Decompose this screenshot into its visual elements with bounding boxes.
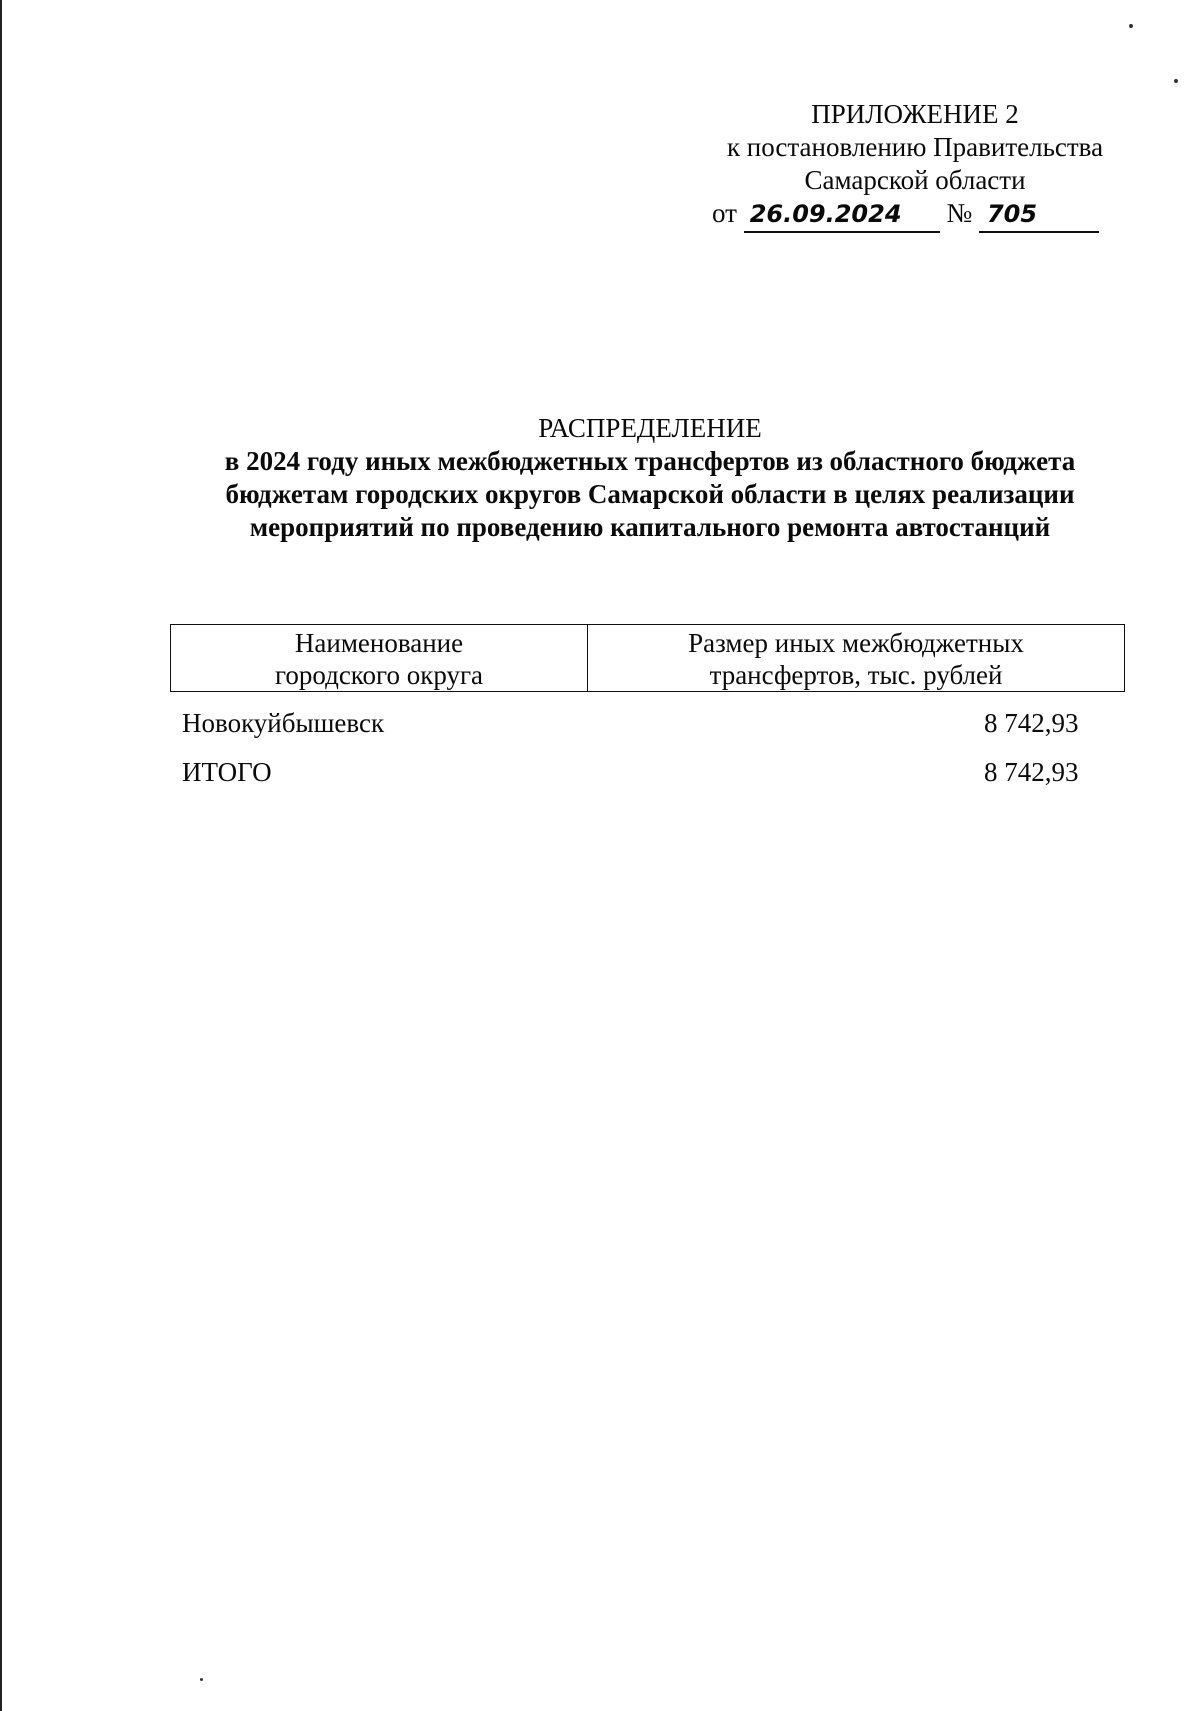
column-header-district-line-2: городского округа [274,660,484,690]
appendix-number: ПРИЛОЖЕНИЕ 2 [811,99,1019,129]
table-row-total [180,757,1125,806]
date-prefix: от [712,198,737,228]
appendix-date-line [712,197,1140,233]
column-header-amount-line-2: трансфертов, тыс. рублей [709,660,1003,690]
title-heading: РАСПРЕДЕЛЕНИЕ [538,413,762,443]
distribution-table-body [180,708,1125,806]
column-header-district-line-1: Наименование [294,628,464,658]
document-title [180,412,1120,544]
scan-speck [200,1678,203,1681]
handwritten-number: 705 [986,200,1038,228]
date-field [744,197,940,233]
total-amount: 8 742,93 [984,757,1079,787]
scan-edge [0,0,2,1711]
appendix-reference: к постановлению Правительства [726,132,1104,162]
title-line-3: мероприятий по проведению капитального ремонта автостанций [249,512,1051,542]
table-header-row [171,625,1125,692]
scan-speck [1174,79,1178,83]
handwritten-date: 26.09.2024 [749,200,902,228]
column-header-amount [588,625,1125,692]
title-line-1: в 2024 году иных межбюджетных трансфертов из областного бюджета [224,446,1076,476]
scan-speck [1129,24,1133,28]
column-header-district [171,625,588,692]
appendix-region: Самарской области [804,165,1026,195]
district-name: Новокуйбышевск [182,708,385,738]
distribution-table-header [170,624,1125,692]
table-row [180,708,1125,757]
transfer-amount: 8 742,93 [984,708,1079,738]
appendix-header [690,98,1140,233]
total-label: ИТОГО [182,757,272,787]
number-prefix: № [946,198,973,228]
title-line-2: бюджетам городских округов Самарской области в целях реализации [225,479,1075,509]
number-field [979,197,1099,233]
column-header-amount-line-1: Размер иных межбюджетных [688,628,1024,658]
